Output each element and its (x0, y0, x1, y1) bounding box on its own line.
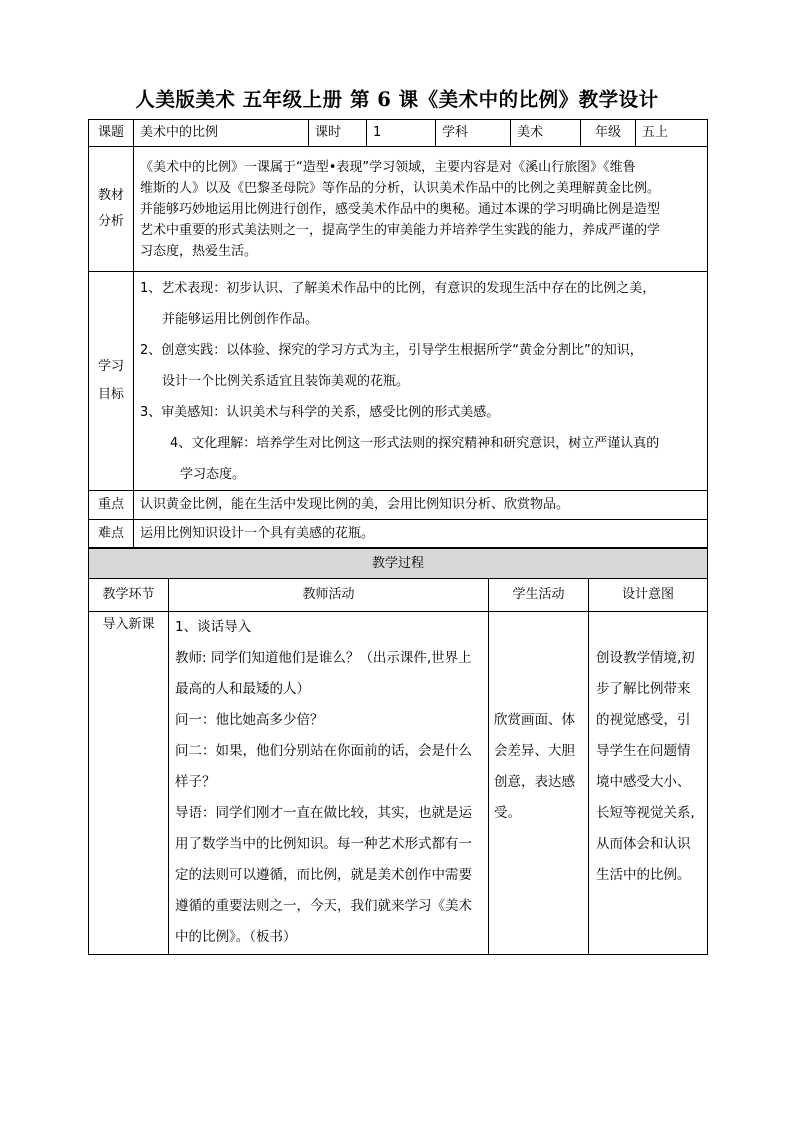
intent-line: 境中感受大小、 (596, 774, 691, 790)
teacher-activity-cell (169, 612, 489, 955)
label-line: 学习 (97, 359, 124, 374)
hours-label: 课时 (309, 120, 367, 147)
info-row (89, 120, 708, 147)
intent-line: 长短等视觉关系, (596, 805, 695, 821)
material-analysis-text (134, 147, 708, 272)
text-line: 维斯的人》以及《巴黎圣母院》等作品的分析，认识美术作品中的比例之美理解黄金比例。 (140, 180, 661, 196)
goal-1-line: 1、艺术表现：初步认识、了解美术作品中的比例，有意识的发现生活中存在的比例之美， (140, 280, 656, 296)
process-header: 教学过程 (89, 549, 708, 579)
teacher-line: 样子？ (175, 774, 216, 790)
text-line: 并能够巧妙地运用比例进行创作，感受美术作品中的奥秘。通过本课的学习明确比例是造型 (140, 201, 661, 217)
teacher-line: 教师: 同学们知道他们是谁么？（出示课件,世界上 (175, 650, 472, 666)
intent-line: 导学生在问题情 (596, 743, 691, 759)
teacher-line: 中的比例》。（板书） (175, 929, 297, 945)
grade-value: 五上 (636, 120, 708, 147)
learning-goals-label (89, 272, 134, 491)
teacher-line: 遵循的重要法则之一，今天，我们就来学习《美术 (175, 898, 472, 914)
hours-value: 1 (367, 120, 436, 147)
label-line: 教材 (97, 188, 124, 203)
intent-line: 从而体会和认识 (596, 836, 691, 852)
goal-2-line: 2、创意实践：以体验、探究的学习方式为主，引导学生根据所学“黄金分割比”的知识， (140, 342, 643, 358)
key-point-label: 重点 (89, 491, 134, 520)
course-label: 课题 (89, 120, 134, 147)
learning-goals-text (134, 272, 708, 491)
student-line: 会差异、大胆 (494, 743, 575, 759)
column-header-stage: 教学环节 (89, 579, 169, 612)
student-line: 创意，表达感 (494, 774, 575, 790)
goal-4-line: 4、文化理解：培养学生对比例这一形式法则的探究精神和研究意识，树立严谨认真的 (170, 435, 660, 451)
text-line: 《美术中的比例》一课属于“造型•表现”学习领域，主要内容是对《溪山行旅图》《维鲁 (140, 159, 636, 175)
design-intent-cell (589, 612, 708, 955)
key-point-text: 认识黄金比例，能在生活中发现比例的美，会用比例知识分析、欣赏物品。 (134, 491, 708, 520)
column-header-intent: 设计意图 (589, 579, 708, 612)
stage-cell: 导入新课 (89, 612, 169, 955)
goal-2-line: 设计一个比例关系适宜且装饰美观的花瓶。 (162, 373, 410, 389)
subject-value: 美术 (511, 120, 581, 147)
column-header-teacher: 教师活动 (169, 579, 489, 612)
intent-line: 生活中的比例。 (596, 867, 691, 883)
teacher-line: 问二：如果，他们分别站在你面前的话，会是什么 (175, 743, 472, 759)
intent-line: 创设教学情境,初 (596, 650, 695, 666)
intent-line: 步了解比例带来 (596, 681, 691, 697)
column-header-student: 学生活动 (489, 579, 589, 612)
student-activity-cell (489, 612, 589, 955)
course-value: 美术中的比例 (134, 120, 309, 147)
text-line: 习态度，热爱生活。 (140, 243, 258, 259)
teaching-process-table (88, 548, 708, 955)
grade-label: 年级 (581, 120, 636, 147)
key-point-row (89, 491, 708, 520)
process-row-intro (89, 612, 708, 955)
teacher-line: 定的法则可以遵循，而比例，就是美术创作中需要 (175, 867, 472, 883)
text-line: 艺术中重要的形式美法则之一，提高学生的审美能力并培养学生实践的能力，养成严谨的学 (140, 222, 661, 238)
goal-3-line: 3、审美感知：认识美术与科学的关系，感受比例的形式美感。 (140, 404, 500, 420)
goal-1-line: 并能够运用比例创作作品。 (162, 311, 319, 327)
teacher-line: 用了数学当中的比例知识。每一种艺术形式都有一 (175, 836, 472, 852)
material-analysis-label (89, 147, 134, 272)
difficult-point-row (89, 520, 708, 548)
document-title: 人美版美术 五年级上册 第 6 课《美术中的比例》教学设计 (135, 88, 659, 111)
learning-goals-row (89, 272, 708, 491)
label-line: 目标 (97, 387, 124, 402)
teacher-line: 问一：他比她高多少倍？ (175, 712, 324, 728)
lesson-info-table (88, 119, 708, 548)
difficult-point-label: 难点 (89, 520, 134, 548)
difficult-point-text: 运用比例知识设计一个具有美感的花瓶。 (134, 520, 708, 548)
intent-line: 的视觉感受，引 (596, 712, 691, 728)
goal-4-line: 学习态度。 (180, 466, 246, 482)
label-line: 分析 (97, 214, 124, 229)
process-header-row (89, 549, 708, 579)
process-columns-row (89, 579, 708, 612)
teacher-line: 最高的人和最矮的人） (175, 681, 310, 697)
teacher-line: 导语：同学们刚才一直在做比较，其实，也就是运 (175, 805, 472, 821)
student-line: 欣赏画面、体 (494, 712, 575, 728)
subject-label: 学科 (436, 120, 511, 147)
material-analysis-row (89, 147, 708, 272)
teacher-line: 1、谈话导入 (175, 619, 252, 635)
student-line: 受。 (494, 805, 521, 821)
